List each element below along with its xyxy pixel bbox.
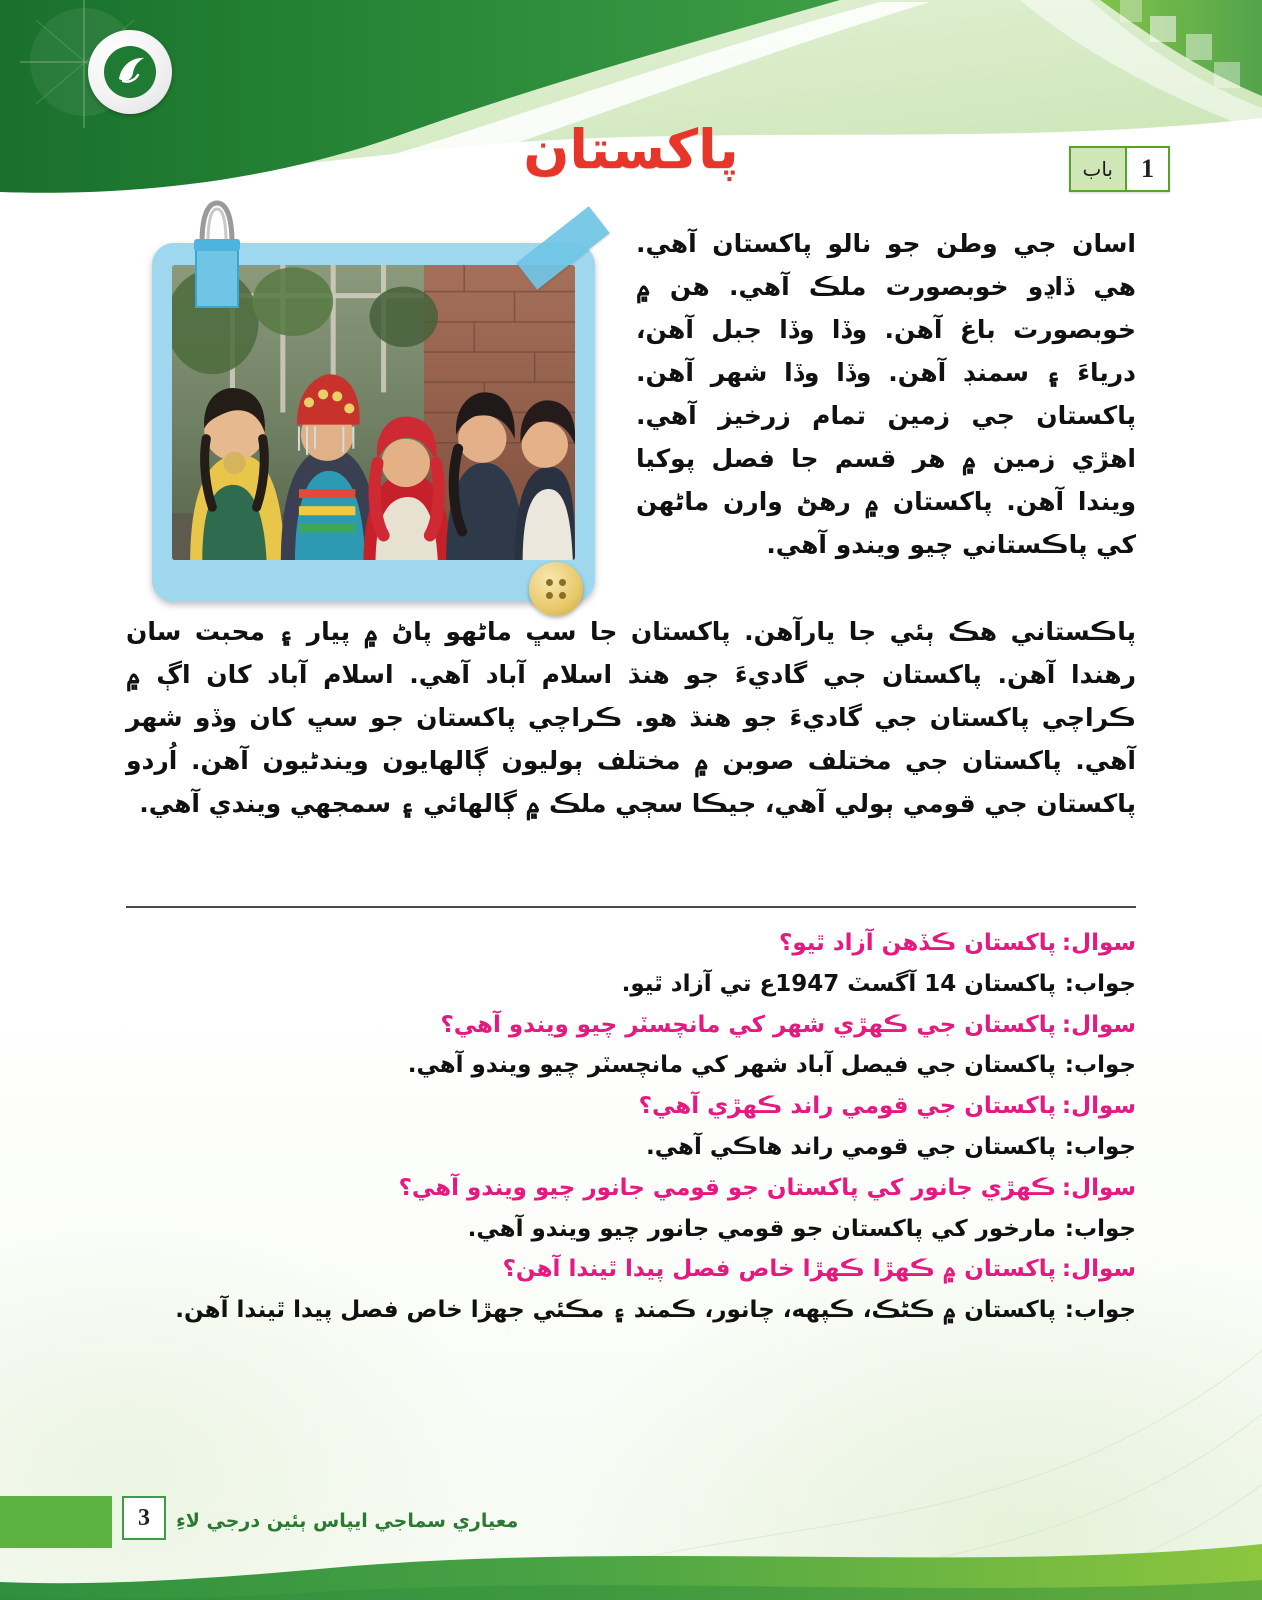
question-label: سوال: — [1061, 1093, 1136, 1120]
question-label: سوال: — [1061, 930, 1136, 956]
answer-label: جواب: — [1064, 1052, 1136, 1079]
publisher-logo — [88, 30, 172, 114]
answer-text: پاکستان 14 آگسٽ 1947ع تي آزاد ٿيو. — [621, 970, 1056, 997]
answer-row — [126, 1211, 1136, 1248]
answer-text: پاکستان جي فيصل آباد شهر کي مانچسٽر چيو ويندو آهي. — [407, 1052, 1056, 1079]
second-paragraph: پاڪستاني هڪ ٻئي جا يارآهن. پاکستان جا سڀ ماڻهو پاڻ ۾ پيار ۽ محبت سان رهندا آهن. پاکستان جي گاديءَ جو هنڌ اسلام آباد آهي. اسلام آباد کان اڳ ۾ ڪراچي پاکستان جي گاديءَ جو هنڌ هو. ڪراچي پاکستان جو سڀ کان وڏو شهر آهي. پاکستان جي مختلف صوبن ۾ مختلف ٻوليون ڳالهايون ويندڻيون آهن. اُردو پاکستان جي قومي ٻولي آهي، جيڪا سڄي ملڪ ۾ ڳالهائي ۽ سمجهي ويندي آهي. — [126, 617, 1136, 818]
footer-accent-block — [0, 1496, 112, 1548]
question-text: پاکستان ۾ ڪهڙا ڪهڙا خاص فصل پيدا ٿيندا آهن؟ — [502, 1256, 1056, 1283]
footer-title: معياري سماجي ايپاس ٻئين درجي لاءِ — [176, 1510, 519, 1532]
question-row — [126, 1170, 1136, 1207]
footer-band — [0, 1482, 1262, 1600]
answer-text: پاکستان ۾ ڪڻڪ، ڪپهه، چانور، ڪمند ۽ مڪئي جهڙا خاص فصل پيدا ٿيندا آهن. — [175, 1297, 1056, 1324]
intro-paragraph: اسان جي وطن جو نالو پاکستان آهي. هي ڏاڍو خوبصورت ملڪ آهي. هن ۾ خوبصورت باغ آهن. وڏا وڏا جبل آهن، درياءَ ۽ سمنڊ آهن. وڏا وڏا شهر آهن. پاکستان جي زمين تمام زرخيز آهي. اهڙي زمين ۾ هر قسم جا فصل پوکيا ويندا آهن. پاکستان ۾ رهڻ وارن ماڻهن کي پاڪستاني چيو ويندو آهي. — [636, 229, 1136, 559]
question-text: پاکستان جي قومي راند ڪهڙي آهي؟ — [638, 1093, 1056, 1120]
question-label: سوال: — [1061, 1174, 1136, 1201]
answer-row — [126, 1129, 1136, 1166]
question-row — [126, 1007, 1136, 1044]
question-row — [126, 1088, 1136, 1125]
answer-label: جواب: — [1064, 970, 1136, 997]
question-row — [126, 925, 1136, 962]
chapter-label: باب — [1071, 148, 1126, 190]
answer-row — [126, 966, 1136, 1003]
binder-clip-icon — [182, 195, 252, 315]
answer-text: مارخور کي پاکستان جو قومي جانور چيو ويندو آهي. — [467, 1215, 1056, 1242]
answer-label: جواب: — [1064, 1133, 1136, 1160]
page-title: پاکستان — [523, 118, 739, 181]
answer-label: جواب: — [1064, 1297, 1136, 1324]
photo-card — [152, 243, 595, 602]
button-badge-icon — [529, 562, 583, 616]
question-text: پاکستان جي ڪهڙي شهر کي مانچسٽر چيو ويندو آهي؟ — [440, 1011, 1056, 1038]
answer-row — [126, 1292, 1136, 1329]
question-row — [126, 1251, 1136, 1288]
question-label: سوال: — [1061, 1256, 1136, 1283]
answer-row — [126, 1047, 1136, 1084]
answer-label: جواب: — [1064, 1215, 1136, 1242]
questions-answers-section — [126, 925, 1136, 1333]
chapter-number: 1 — [1125, 148, 1168, 190]
page-number: 3 — [122, 1496, 166, 1540]
bird-logo-icon — [103, 45, 157, 99]
answer-text: پاکستان جي قومي راند هاڪي آهي. — [645, 1133, 1056, 1160]
question-text: ڪهڙي جانور کي پاکستان جو قومي جانور چيو ويندو آهي؟ — [398, 1174, 1056, 1201]
question-label: سوال: — [1061, 1011, 1136, 1038]
question-text: پاکستان ڪڏهن آزاد ٿيو؟ — [779, 930, 1056, 956]
section-divider — [126, 906, 1136, 908]
